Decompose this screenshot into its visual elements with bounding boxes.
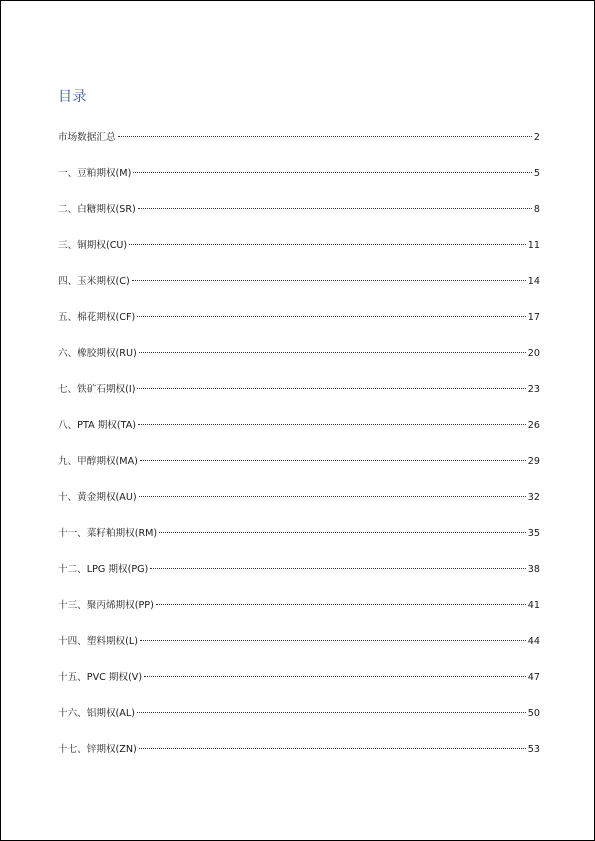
toc-entry-label: 十三、聚丙烯期权(PP) — [58, 600, 154, 611]
toc-entry-label: 市场数据汇总 — [58, 132, 116, 143]
toc-entry-cotton[interactable] — [58, 309, 540, 345]
toc-entry-label: 三、铜期权(CU) — [58, 240, 128, 251]
toc-entry-page-number: 29 — [527, 456, 540, 467]
toc-entry-aluminum[interactable] — [58, 705, 540, 741]
toc-entry-lpg[interactable] — [58, 561, 540, 597]
toc-entry-label: 五、棉花期权(CF) — [58, 312, 136, 323]
toc-dot-leader — [156, 603, 526, 605]
toc-dot-leader — [159, 531, 526, 533]
toc-entry-page-number: 50 — [527, 708, 540, 719]
toc-entry-page-number: 41 — [527, 600, 540, 611]
toc-dot-leader — [129, 243, 526, 245]
toc-dot-leader — [138, 207, 532, 209]
toc-entry-copper[interactable] — [58, 237, 540, 273]
toc-entry-page-number: 17 — [527, 312, 540, 323]
toc-entry-iron-ore[interactable] — [58, 381, 540, 417]
toc-entry-label: 十二、LPG 期权(PG) — [58, 564, 149, 575]
toc-entry-page-number: 44 — [527, 636, 540, 647]
toc-entry-page-number: 32 — [527, 492, 540, 503]
toc-list — [58, 129, 540, 777]
toc-entry-rubber[interactable] — [58, 345, 540, 381]
toc-entry-label: 十五、PVC 期权(V) — [58, 672, 143, 683]
toc-dot-leader — [137, 315, 526, 317]
toc-title: 目录 — [58, 89, 87, 105]
toc-entry-pvc[interactable] — [58, 669, 540, 705]
toc-dot-leader — [140, 639, 526, 641]
toc-entry-methanol[interactable] — [58, 453, 540, 489]
toc-entry-page-number: 35 — [527, 528, 540, 539]
toc-entry-page-number: 23 — [527, 384, 540, 395]
toc-dot-leader — [139, 495, 526, 497]
toc-entry-pta[interactable] — [58, 417, 540, 453]
toc-entry-soybean-meal[interactable] — [58, 165, 540, 201]
toc-entry-zinc[interactable] — [58, 741, 540, 777]
toc-entry-label: 十、黄金期权(AU) — [58, 492, 137, 503]
toc-entry-label: 四、玉米期权(C) — [58, 276, 130, 287]
toc-entry-label: 十四、塑料期权(L) — [58, 636, 138, 647]
toc-dot-leader — [138, 423, 526, 425]
toc-entry-label: 二、白糖期权(SR) — [58, 204, 136, 215]
toc-entry-sugar[interactable] — [58, 201, 540, 237]
toc-entry-page-number: 47 — [527, 672, 540, 683]
toc-entry-label: 八、PTA 期权(TA) — [58, 420, 137, 431]
toc-entry-page-number: 8 — [533, 204, 540, 215]
toc-dot-leader — [132, 279, 526, 281]
toc-entry-label: 一、豆粕期权(M) — [58, 168, 132, 179]
toc-entry-label: 十七、锌期权(ZN) — [58, 744, 137, 755]
toc-entry-page-number: 14 — [527, 276, 540, 287]
toc-entry-page-number: 2 — [533, 132, 540, 143]
toc-entry-corn[interactable] — [58, 273, 540, 309]
toc-entry-rapeseed-meal[interactable] — [58, 525, 540, 561]
toc-dot-leader — [144, 675, 526, 677]
toc-entry-market-summary[interactable] — [58, 129, 540, 165]
toc-entry-label: 七、铁矿石期权(I) — [58, 384, 136, 395]
toc-entry-gold[interactable] — [58, 489, 540, 525]
toc-entry-page-number: 11 — [527, 240, 540, 251]
toc-entry-page-number: 5 — [533, 168, 540, 179]
toc-dot-leader — [118, 135, 532, 137]
toc-entry-polypropylene[interactable] — [58, 597, 540, 633]
toc-entry-label: 十六、铝期权(AL) — [58, 708, 135, 719]
toc-dot-leader — [137, 711, 526, 713]
toc-entry-page-number: 20 — [527, 348, 540, 359]
toc-entry-label: 十一、菜籽粕期权(RM) — [58, 528, 158, 539]
toc-dot-leader — [140, 459, 526, 461]
toc-dot-leader — [137, 387, 525, 389]
toc-dot-leader — [133, 171, 532, 173]
toc-entry-page-number: 38 — [527, 564, 540, 575]
toc-dot-leader — [150, 567, 525, 569]
toc-entry-page-number: 26 — [527, 420, 540, 431]
toc-entry-plastic[interactable] — [58, 633, 540, 669]
toc-entry-label: 九、甲醇期权(MA) — [58, 456, 138, 467]
toc-dot-leader — [139, 351, 526, 353]
toc-dot-leader — [139, 747, 526, 749]
toc-entry-page-number: 53 — [527, 744, 540, 755]
toc-entry-label: 六、橡胶期权(RU) — [58, 348, 137, 359]
